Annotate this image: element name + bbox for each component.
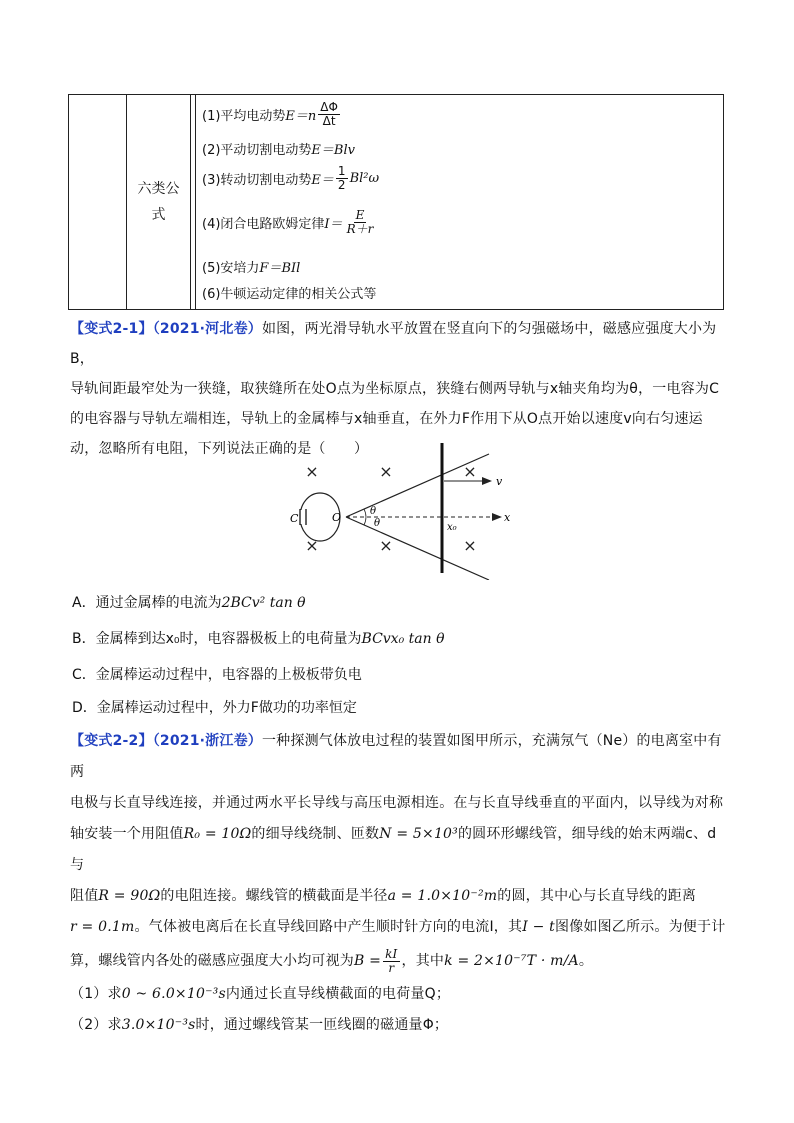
field-cross: ×	[379, 536, 393, 555]
formula-table	[68, 94, 724, 310]
formula-6: (6)牛顿运动定律的相关公式等	[202, 287, 377, 302]
table-label: 六类公式	[137, 181, 180, 223]
question-line: 阻值R = 90Ω的电阻连接。螺线管的横截面是半径a = 1.0×10⁻²m的圆，其中心与长直导线的距离	[70, 888, 697, 904]
field-cross: ×	[305, 462, 319, 481]
question-line: 【变式2-2】（2021·浙江卷）一种探测气体放电过程的装置如图甲所示，充满氖气（Ne）的电离室中有两	[70, 733, 722, 780]
formula-4: (4)闭合电路欧姆定律 I＝ $\frac{E}{R+r}$	[202, 208, 374, 236]
label-theta: θ	[374, 518, 381, 529]
question-line: 电极与长直导线连接，并通过两水平长导线与高压电源相连。在与长直导线垂直的平面内，以导线为对称	[70, 795, 724, 811]
upper-rail	[346, 454, 489, 517]
question-tag: 【变式2-2】（2021·浙江卷）	[70, 733, 262, 749]
label-x0: x₀	[447, 522, 457, 533]
table-formula-cell	[195, 95, 723, 309]
field-cross: ×	[305, 536, 319, 555]
option-b[interactable]: B．金属棒到达x₀时，电容器极板上的电荷量为BCvx₀ tan θ	[72, 631, 445, 647]
formula-3: (3)转动切割电动势 E＝ $\frac{1}{2}$ Bl²ω	[202, 164, 380, 192]
label-x: x	[504, 511, 511, 524]
label-O: O	[332, 511, 342, 524]
formula-2: (2)平动切割电动势 E＝Blv	[202, 143, 355, 158]
fraction: $\frac{E}{R+r}$	[346, 208, 374, 236]
question-line: 【变式2-1】（2021·河北卷）如图，两光滑导轨水平放置在竖直向下的匀强磁场中，磁感应强度大小为B，	[70, 321, 717, 367]
label-C: C	[290, 512, 299, 525]
label-v: v	[496, 475, 503, 488]
question-line: r = 0.1m。气体被电离后在长直导线回路中产生顺时针方向的电流I，其I − t图像如图乙所示。为便于计	[70, 919, 726, 935]
fraction: $\frac{1}{2}$	[337, 164, 346, 192]
question-line: 导轨间距最窄处为一狭缝，取狭缝所在处O点为坐标原点，狭缝右侧两导轨与x轴夹角均为θ，一电容为C	[70, 381, 720, 397]
x-axis-arrow	[492, 513, 502, 521]
velocity-arrow-head	[482, 477, 492, 485]
option-c[interactable]: C．金属棒运动过程中，电容器的上极板带负电	[72, 667, 362, 683]
field-cross: ×	[379, 462, 393, 481]
fraction: $\frac{\Delta\Phi}{\Delta t}$	[320, 100, 338, 128]
question-line: 轴安装一个用阻值R₀ = 10Ω的细导线绕制、匝数N = 5×10³的圆环形螺线管，细导线的始末两端c、d与	[70, 826, 717, 873]
fraction: $\frac{kI}{r}$	[385, 946, 398, 975]
field-cross: ×	[463, 536, 477, 555]
formula-1: (1)平均电动势 E＝n $\frac{\Delta\Phi}{\Delta t}$	[202, 100, 338, 128]
question-2-2	[70, 726, 726, 1041]
sub-question-1: （1）求0 ~ 6.0×10⁻³s内通过长直导线横截面的电荷量Q；	[70, 986, 451, 1002]
question-line: 的电容器与导轨左端相连，导轨上的金属棒与x轴垂直，在外力F作用下从O点开始以速度v向右匀速运	[70, 411, 703, 427]
question-line: 算，螺线管内各处的磁感应强度大小均可视为 B = $\frac{kI}{r}$ ，其中 k = 2×10⁻⁷T · m/A 。	[70, 946, 594, 975]
label-theta: θ	[370, 506, 377, 517]
rail-capacitor-figure	[284, 440, 514, 580]
sub-question-2: （2）求3.0×10⁻³s时，通过螺线管某一匝线圈的磁通量Φ；	[70, 1017, 449, 1033]
angle-arc	[364, 509, 366, 525]
table-empty-cell	[69, 95, 127, 309]
field-cross: ×	[463, 462, 477, 481]
option-a[interactable]: A．通过金属棒的电流为2BCv² tan θ	[72, 595, 306, 611]
question-line: 动，忽略所有电阻，下列说法正确的是（ ）	[70, 441, 369, 457]
option-d[interactable]: D．金属棒运动过程中，外力F做功的功率恒定	[72, 700, 357, 716]
table-label-cell	[127, 95, 191, 309]
question-tag: 【变式2-1】（2021·河北卷）	[70, 321, 262, 337]
formula-5: (5)安培力 F＝BIl	[202, 261, 301, 276]
